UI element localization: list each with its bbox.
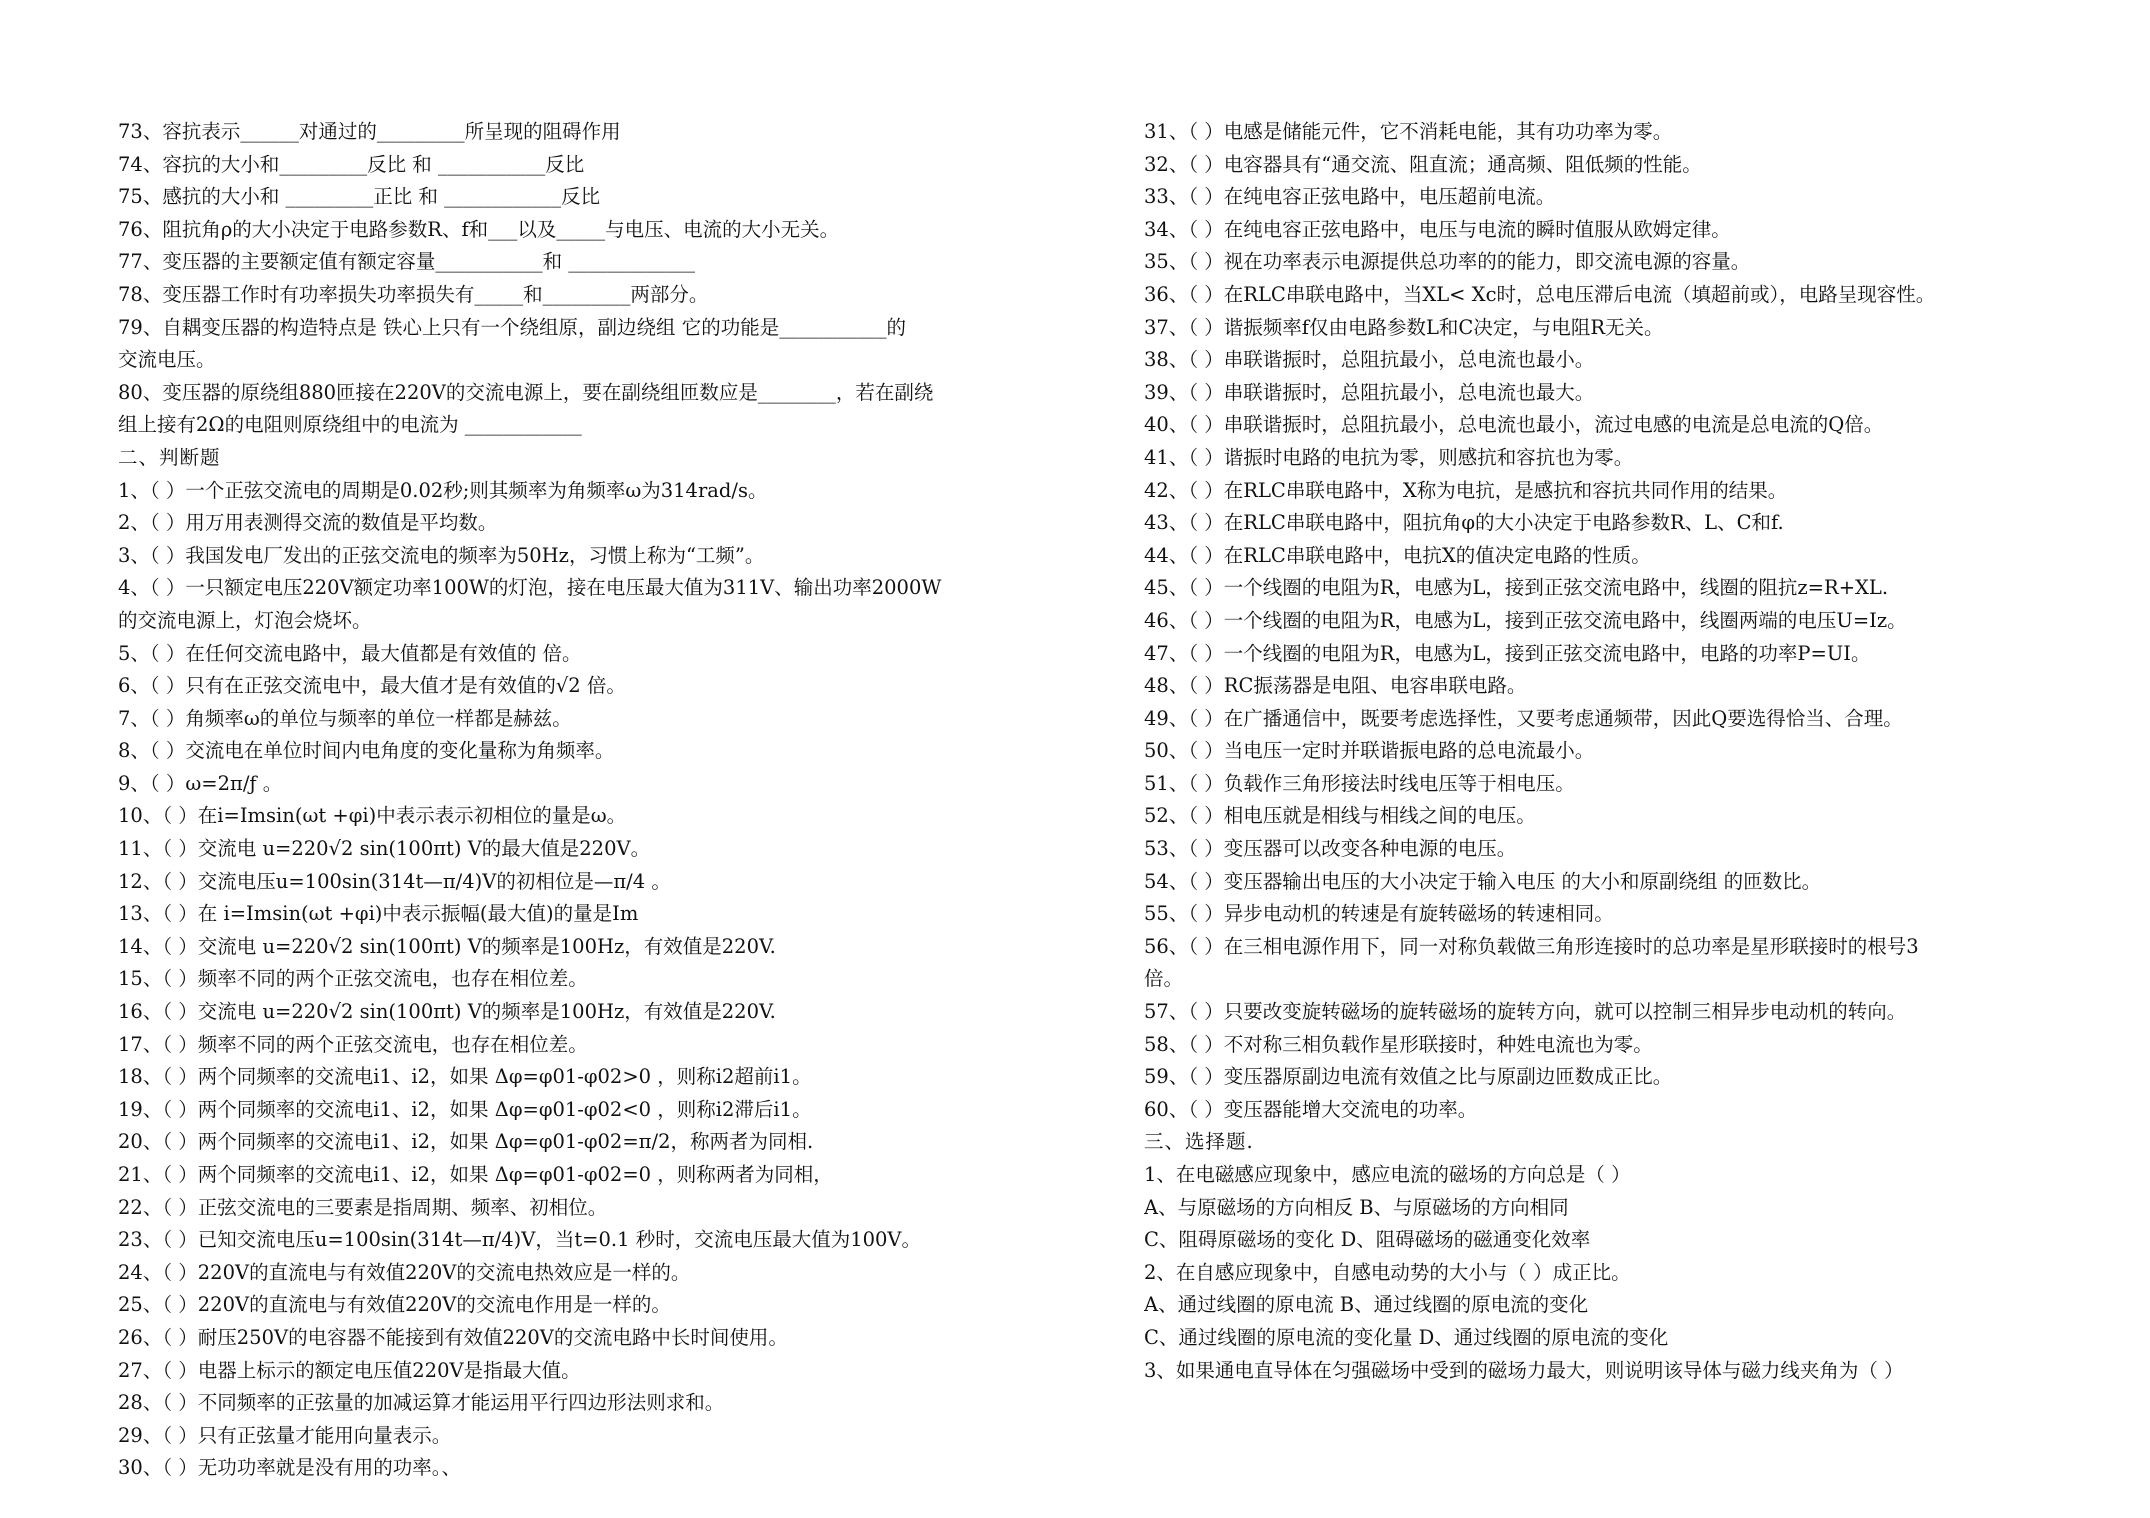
tf-question-14: 14、（ ）交流电 u=220√2 sin(100πt) V的频率是100Hz，有效值是220V. [118,934,776,958]
tf-question-3: 3、（ ）我国发电厂发出的正弦交流电的频率为50Hz，习惯上称为“工频”。 [118,543,765,567]
mc-question-2-options-ab: A、通过线圈的原电流 B、通过线圈的原电流的变化 [1144,1293,1589,1317]
tf-question-9: 9、（ ）ω=2π/ƒ 。 [118,771,283,795]
tf-question-42: 42、（ ）在RLC串联电路中，X称为电抗，是感抗和容抗共同作用的结果。 [1144,478,1788,502]
tf-question-4-cont: 的交流电源上，灯泡会烧坏。 [118,608,372,632]
tf-question-38: 38、（ ）串联谐振时，总阻抗最小，总电流也最小。 [1144,348,1595,372]
tf-question-32: 32、（ ）电容器具有“通交流、阻直流；通高频、阻低频的性能。 [1144,152,1702,176]
mc-question-1-options-cd: C、阻碍原磁场的变化 D、阻碍磁场的磁通变化效率 [1144,1228,1591,1252]
mc-question-3: 3、如果通电直导体在匀强磁场中受到的磁场力最大，则说明该导体与磁力线夹角为（ ） [1144,1358,1904,1382]
tf-question-15: 15、（ ）频率不同的两个正弦交流电，也存在相位差。 [118,967,588,991]
tf-question-13: 13、（ ）在 i=Imsin(ωt +φi)中表示振幅(最大值)的量是Im [118,902,639,926]
tf-question-17: 17、（ ）频率不同的两个正弦交流电，也存在相位差。 [118,1032,588,1056]
tf-question-30: 30、（ ）无功功率就是没有用的功率。、 [118,1456,462,1480]
tf-question-16: 16、（ ）交流电 u=220√2 sin(100πt) V的频率是100Hz，有效值是220V. [118,1000,776,1024]
tf-question-54: 54、（ ）变压器输出电压的大小决定于输入电压 的大小和原副绕组 的匝数比。 [1144,869,1822,893]
tf-question-4: 4、（ ）一只额定电压220V额定功率100W的灯泡，接在电压最大值为311V、输出功率2000W [118,576,942,600]
fill-question-75: 75、感抗的大小和 _________正比 和 ____________反比 [118,185,601,209]
fill-question-76: 76、阻抗角ρ的大小决定于电路参数R、f和___以及_____与电压、电流的大小无关。 [118,217,840,241]
right-column [1144,116,2104,1387]
tf-question-23: 23、（ ）已知交流电压u=100sin(314t—π/4)V，当t=0.1 秒时，交流电压最大值为100V。 [118,1228,922,1252]
fill-question-80-cont: 组上接有2Ω的电阻则原绕组中的电流为 ____________ [118,413,582,437]
fill-question-77: 77、变压器的主要额定值有额定容量___________和 _____________ [118,250,696,274]
tf-question-27: 27、（ ）电器上标示的额定电压值220V是指最大值。 [118,1358,581,1382]
tf-question-56-cont: 倍。 [1144,967,1184,991]
tf-question-1: 1、（ ）一个正弦交流电的周期是0.02秒;则其频率为角频率ω为314rad/s。 [118,478,768,502]
tf-question-21: 21、（ ）两个同频率的交流电i1、i2，如果 Δφ=φ01-φ02=0 ，则称两者为同相， [118,1163,833,1186]
tf-question-35: 35、（ ）视在功率表示电源提供总功率的的能力，即交流电源的容量。 [1144,250,1751,274]
tf-question-47: 47、（ ）一个线圈的电阻为R，电感为L，接到正弦交流电路中，电路的功率P=UI。 [1144,641,1871,665]
tf-question-40: 40、（ ）串联谐振时，总阻抗最小，总电流也最小，流过电感的电流是总电流的Q倍。 [1144,413,1884,437]
tf-question-43: 43、（ ）在RLC串联电路中，阻抗角φ的大小决定于电路参数R、L、C和f. [1144,511,1784,535]
tf-question-37: 37、（ ）谐振频率f仅由电路参数L和C决定，与电阻R无关。 [1144,315,1664,339]
tf-question-19: 19、（ ）两个同频率的交流电i1、i2，如果 Δφ=φ01-φ02<0 ，则称i2滞后i1。 [118,1097,812,1121]
tf-question-22: 22、（ ）正弦交流电的三要素是指周期、频率、初相位。 [118,1195,608,1219]
tf-question-28: 28、（ ）不同频率的正弦量的加减运算才能运用平行四边形法则求和。 [118,1391,725,1415]
tf-question-25: 25、（ ）220V的直流电与有效值220V的交流电作用是一样的。 [118,1293,671,1317]
tf-question-6: 6、（ ）只有在正弦交流电中，最大值才是有效值的√2 倍。 [118,674,626,698]
tf-question-12: 12、（ ）交流电压u=100sin(314t—π/4)V的初相位是—π/4 。 [118,869,671,893]
tf-question-55: 55、（ ）异步电动机的转速是有旋转磁场的转速相同。 [1144,902,1614,926]
tf-question-34: 34、（ ）在纯电容正弦电路中，电压与电流的瞬时值服从欧姆定律。 [1144,217,1731,241]
tf-question-7: 7、（ ）角频率ω的单位与频率的单位一样都是赫兹。 [118,706,572,730]
mc-question-2-options-cd: C、通过线圈的原电流的变化量 D、通过线圈的原电流的变化 [1144,1325,1669,1349]
mc-question-1: 1、在电磁感应现象中，感应电流的磁场的方向总是（ ） [1144,1163,1631,1186]
section-heading-true-false: 二、判断题 [118,445,221,469]
tf-question-52: 52、（ ）相电压就是相线与相线之间的电压。 [1144,804,1536,828]
tf-question-46: 46、（ ）一个线圈的电阻为R，电感为L，接到正弦交流电路中，线圈两端的电压U=Iz。 [1144,608,1907,632]
tf-question-44: 44、（ ）在RLC串联电路中，电抗X的值决定电路的性质。 [1144,543,1651,567]
fill-question-78: 78、变压器工作时有功率损失功率损失有_____和_________两部分。 [118,282,709,306]
tf-question-33: 33、（ ）在纯电容正弦电路中，电压超前电流。 [1144,185,1556,209]
tf-question-49: 49、（ ）在广播通信中，既要考虑选择性，又要考虑通频带，因此Q要选得恰当、合理。 [1144,706,1903,730]
tf-question-59: 59、（ ）变压器原副边电流有效值之比与原副边匝数成正比。 [1144,1065,1673,1089]
tf-question-60: 60、（ ）变压器能增大交流电的功率。 [1144,1097,1478,1121]
tf-question-8: 8、（ ）交流电在单位时间内电角度的变化量称为角频率。 [118,739,615,763]
section-heading-multiple-choice: 三、选择题. [1144,1130,1254,1154]
tf-question-56: 56、（ ）在三相电源作用下，同一对称负载做三角形连接时的总功率是星形联接时的根号3 [1144,934,1919,958]
mc-question-1-options-ab: A、与原磁场的方向相反 B、与原磁场的方向相同 [1144,1195,1569,1219]
tf-question-2: 2、（ ）用万用表测得交流的数值是平均数。 [118,511,498,535]
tf-question-39: 39、（ ）串联谐振时，总阻抗最小，总电流也最大。 [1144,380,1595,404]
tf-question-48: 48、（ ）RC振荡器是电阻、电容串联电路。 [1144,674,1527,698]
left-column [118,116,1048,1485]
tf-question-45: 45、（ ）一个线圈的电阻为R，电感为L，接到正弦交流电路中，线圈的阻抗z=R+XL. [1144,576,1889,600]
tf-question-10: 10、（ ）在i=Imsin(ωt +φi)中表示表示初相位的量是ω。 [118,804,627,828]
tf-question-36: 36、（ ）在RLC串联电路中，当XL< Xc时，总电压滞后电流（填超前或），电路呈现容性。 [1144,282,1936,306]
tf-question-24: 24、（ ）220V的直流电与有效值220V的交流电热效应是一样的。 [118,1260,691,1284]
tf-question-51: 51、（ ）负载作三角形接法时线电压等于相电压。 [1144,771,1575,795]
tf-question-50: 50、（ ）当电压一定时并联谐振电路的总电流最小。 [1144,739,1595,763]
tf-question-57: 57、（ ）只要改变旋转磁场的旋转磁场的旋转方向，就可以控制三相异步电动机的转向。 [1144,1000,1907,1024]
mc-question-2: 2、在自感应现象中，自感电动势的大小与（ ）成正比。 [1144,1260,1631,1284]
tf-question-58: 58、（ ）不对称三相负载作星形联接时，种姓电流也为零。 [1144,1032,1653,1056]
tf-question-53: 53、（ ）变压器可以改变各种电源的电压。 [1144,837,1517,861]
tf-question-31: 31、（ ）电感是储能元件，它不消耗电能，其有功功率为零。 [1144,120,1673,143]
tf-question-11: 11、（ ）交流电 u=220√2 sin(100πt) V的最大值是220V。 [118,837,651,861]
tf-question-29: 29、（ ）只有正弦量才能用向量表示。 [118,1423,452,1447]
tf-question-26: 26、（ ）耐压250V的电容器不能接到有效值220V的交流电路中长时间使用。 [118,1325,788,1349]
tf-question-41: 41、（ ）谐振时电路的电抗为零，则感抗和容抗也为零。 [1144,445,1634,469]
tf-question-18: 18、（ ）两个同频率的交流电i1、i2，如果 Δφ=φ01-φ02>0 ，则称i2超前i1。 [118,1065,812,1089]
fill-question-80: 80、变压器的原绕组880匝接在220V的交流电源上，要在副绕组匝数应是________，若在副绕 [118,380,934,404]
fill-question-79: 79、自耦变压器的构造特点是 铁心上只有一个绕组原，副边绕组 它的功能是___________的 [118,315,906,339]
tf-question-5: 5、（ ）在任何交流电路中，最大值都是有效值的 倍。 [118,641,582,665]
fill-question-74: 74、容抗的大小和_________反比 和 ___________反比 [118,152,585,176]
tf-question-20: 20、（ ）两个同频率的交流电i1、i2，如果 Δφ=φ01-φ02=π/2，称两者为同相. [118,1130,814,1154]
fill-question-73: 73、容抗表示______对通过的_________所呈现的阻碍作用 [118,120,621,143]
fill-question-79-cont: 交流电压。 [118,348,216,372]
